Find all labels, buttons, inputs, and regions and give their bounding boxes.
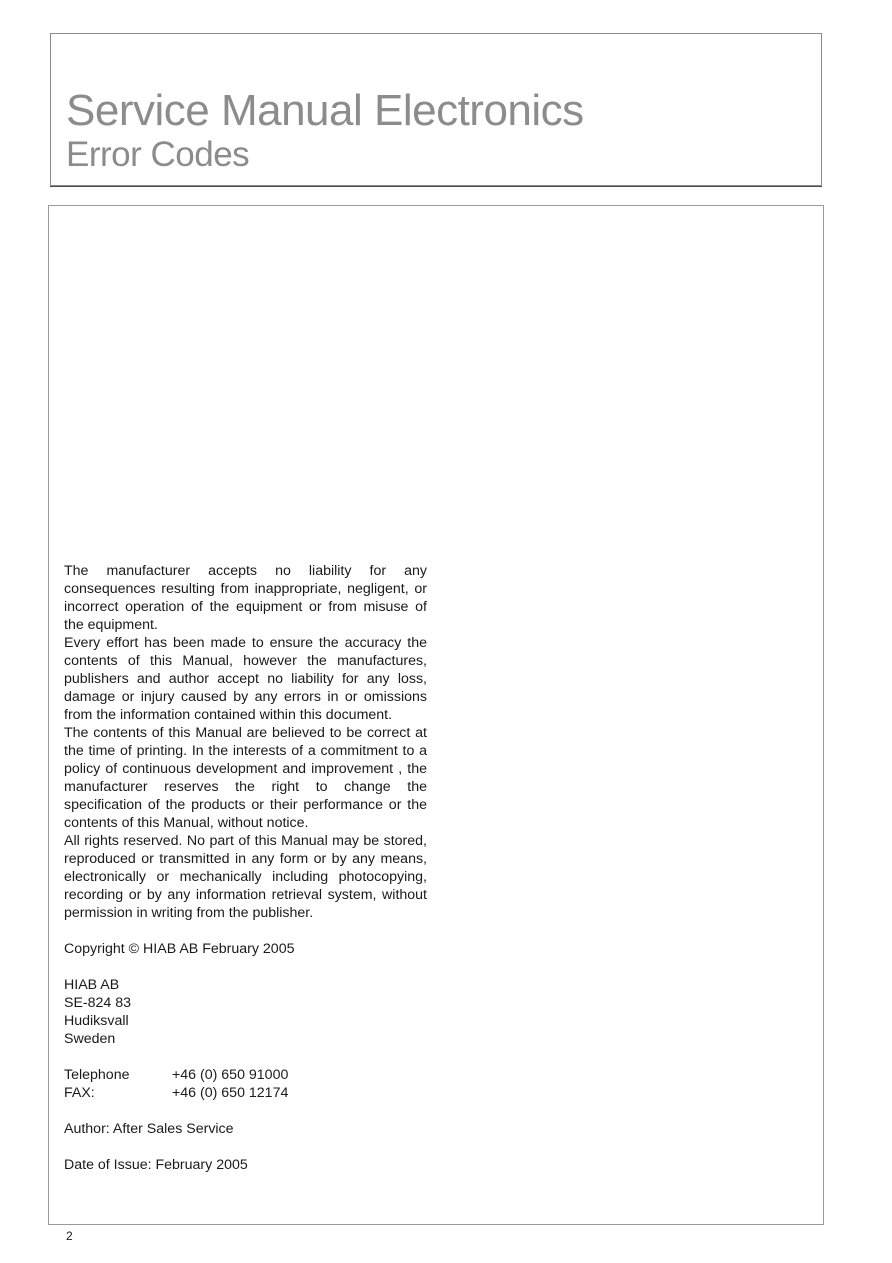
- fax-row: [64, 1084, 427, 1102]
- address-block: [64, 976, 427, 1048]
- fax-value: +46 (0) 650 12174: [172, 1085, 289, 1101]
- fax-label: FAX:: [64, 1085, 95, 1101]
- legal-text-column: [64, 562, 427, 1174]
- accuracy-paragraph: Every effort has been made to ensure the accuracy the contents of this Manual, however the manufactures, publishers and author accept no liability for any loss, damage or injury caused by any errors in or omissions from the information contained within this document.: [64, 635, 427, 723]
- company-name: HIAB AB: [64, 977, 120, 993]
- telephone-value: +46 (0) 650 91000: [172, 1067, 289, 1083]
- city: Hudiksvall: [64, 1013, 129, 1029]
- document-subtitle: Error Codes: [66, 135, 250, 174]
- document-title: Service Manual Electronics: [66, 86, 584, 135]
- country: Sweden: [64, 1031, 116, 1047]
- page-number: 2: [66, 1229, 73, 1243]
- author-line: Author: After Sales Service: [64, 1121, 234, 1137]
- telephone-row: [64, 1066, 427, 1084]
- telephone-label: Telephone: [64, 1067, 130, 1083]
- postcode: SE-824 83: [64, 995, 132, 1011]
- header-box: [50, 33, 822, 186]
- issue-date-line: Date of Issue: February 2005: [64, 1157, 248, 1173]
- rights-paragraph: All rights reserved. No part of this Manual may be stored, reproduced or transmitted in any form or by any means, electronically or mechanically including photocopying, recording or by any information retrieval system, without permission in writing from the publisher.: [64, 833, 427, 921]
- copyright-notice: Copyright © HIAB AB February 2005: [64, 941, 295, 957]
- changes-paragraph: The contents of this Manual are believed to be correct at the time of printing. In the interests of a commitment to a policy of continuous development and improvement , the manufacturer reserves the right to change the specification of the products or their performance or the contents of this Manual, without notice.: [64, 725, 427, 831]
- content-box: [48, 205, 824, 1225]
- liability-paragraph: The manufacturer accepts no liability for any consequences resulting from inappropriate, negligent, or incorrect operation of the equipment or from misuse of the equipment.: [64, 563, 427, 633]
